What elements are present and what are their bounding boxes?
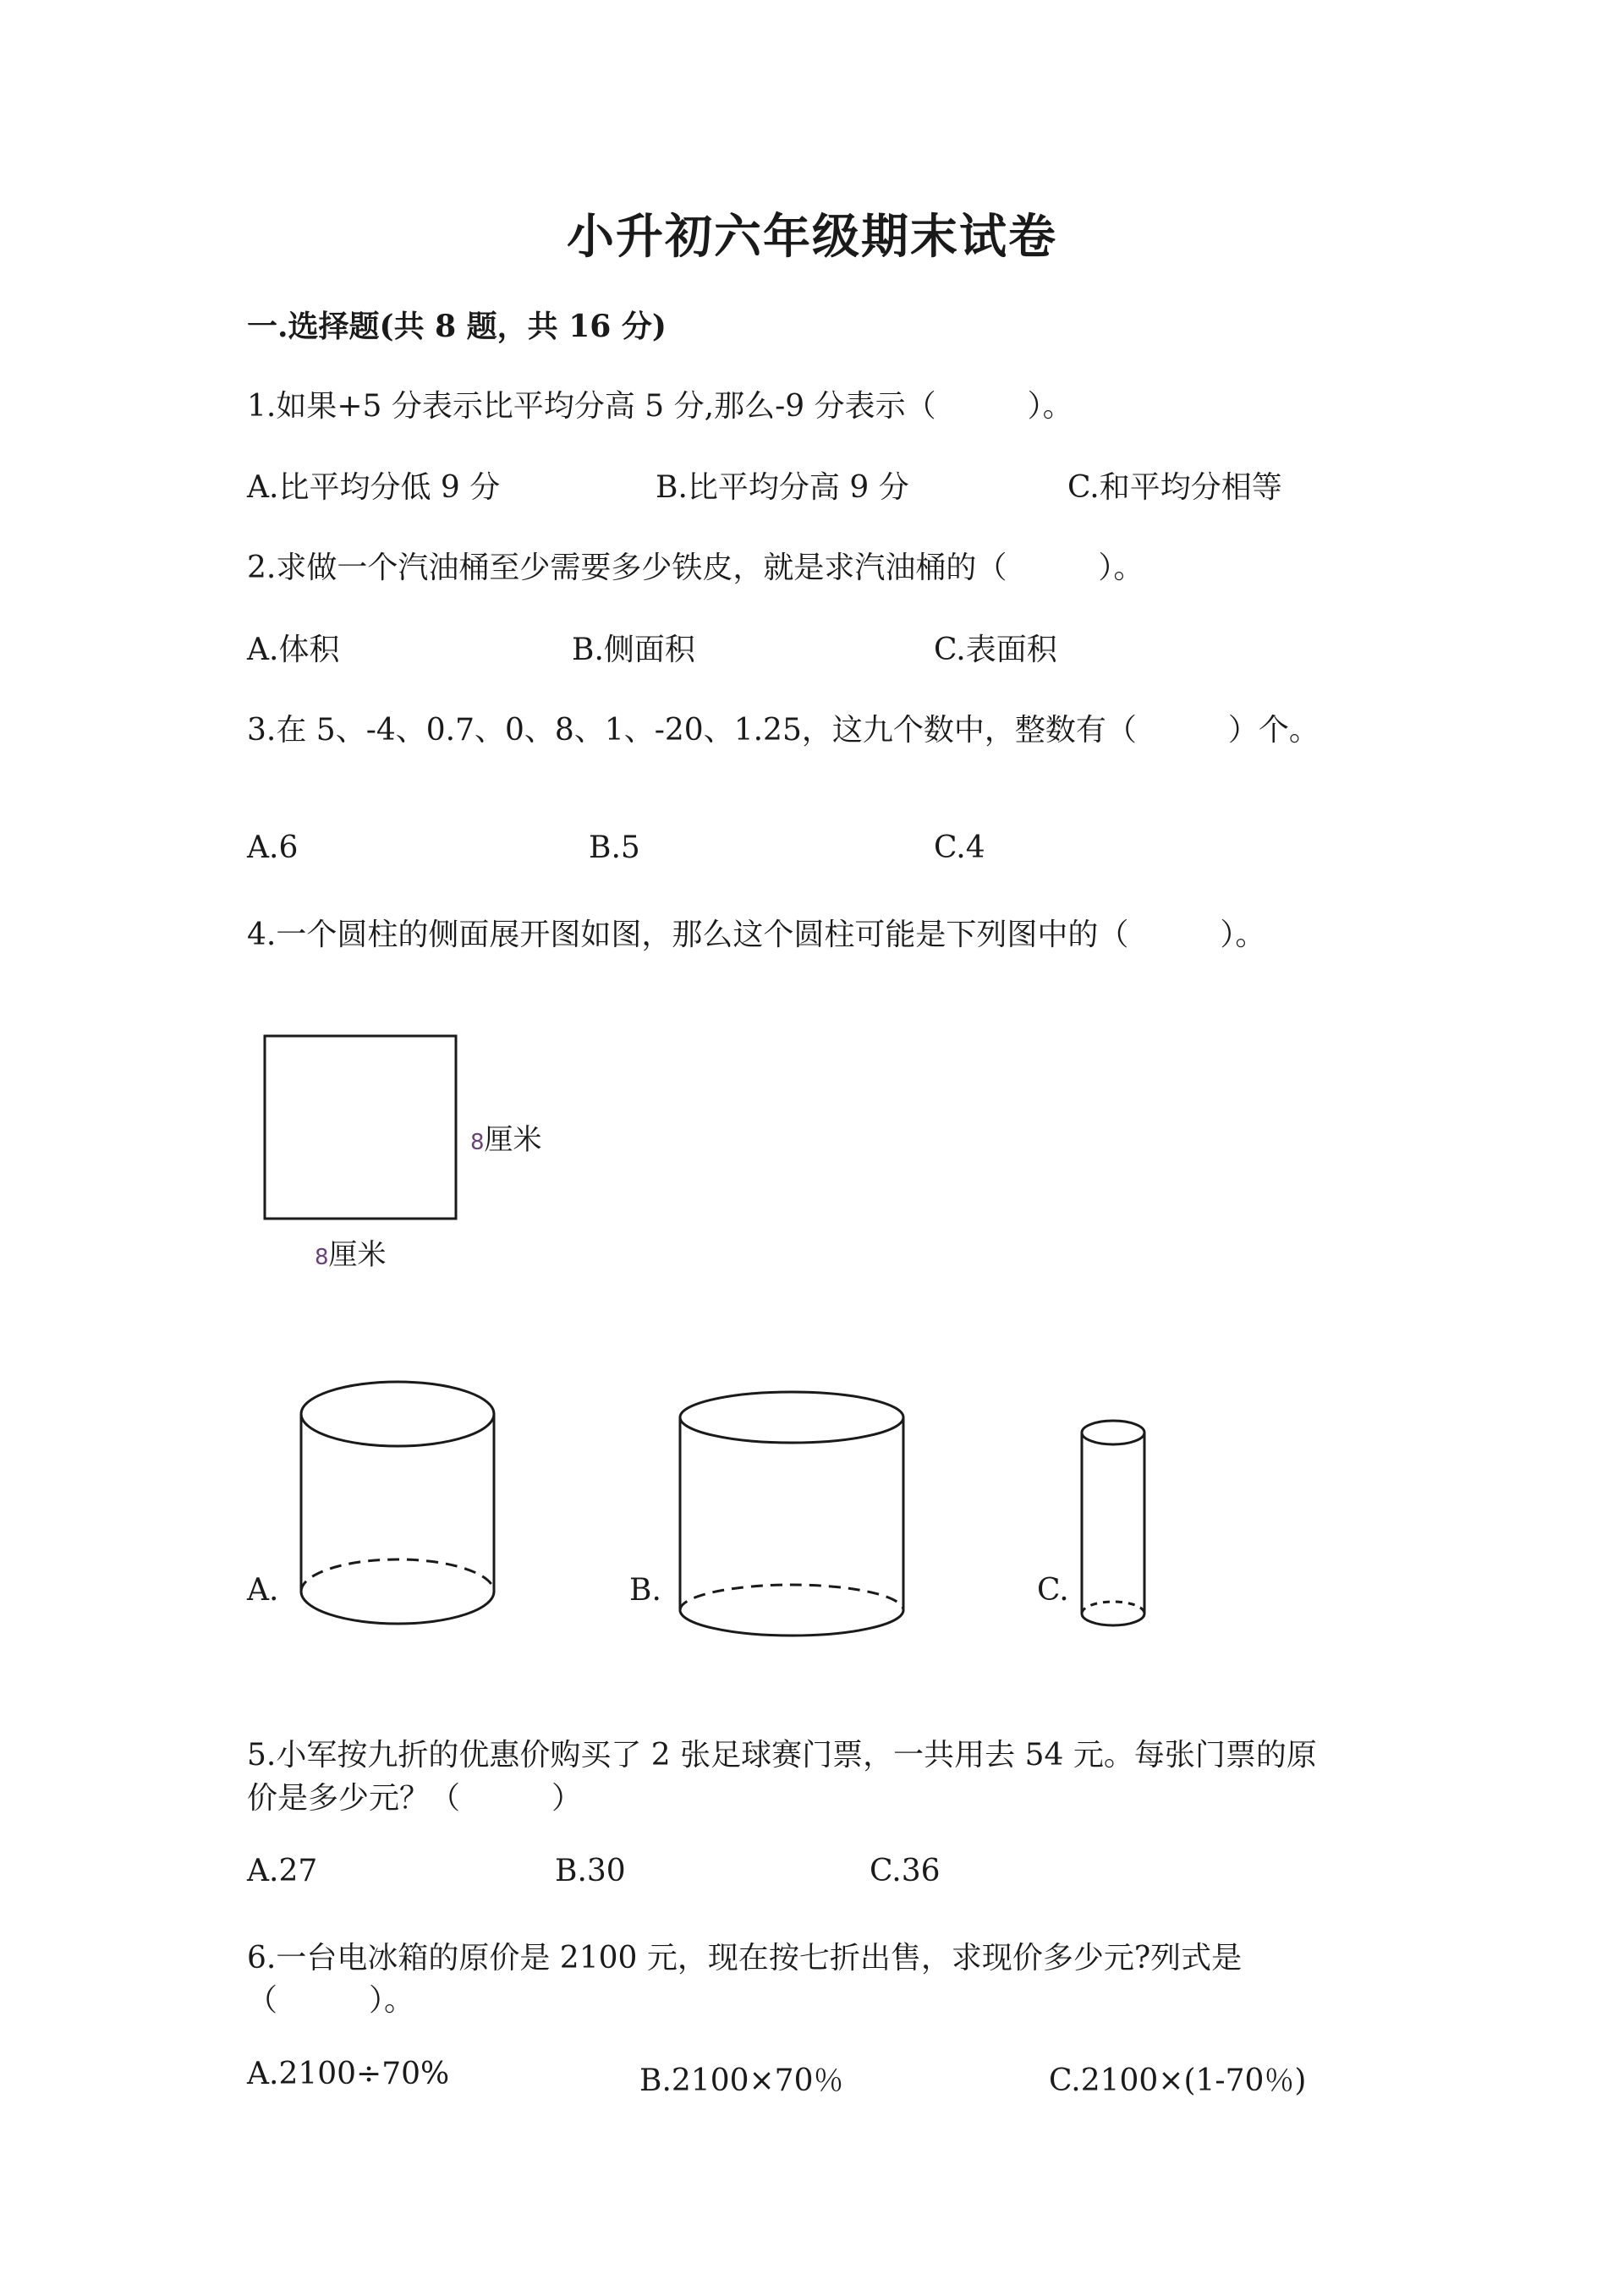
question-1: 1.如果+5 分表示比平均分高 5 分,那么-9 分表示（ ）。 bbox=[247, 389, 1073, 424]
cylinder-a bbox=[298, 1380, 501, 1634]
section-heading: 一.选择题(共 8 题，共 16 分) bbox=[247, 309, 667, 344]
q6-option-a: A.2100÷70% bbox=[247, 2057, 450, 2091]
q5-option-b: B.30 bbox=[555, 1854, 626, 1888]
net-bottom-mark: 8 bbox=[315, 1245, 329, 1270]
q6-option-c: C.2100×(1-70％) bbox=[1049, 2063, 1307, 2098]
q2-option-c: C.表面积 bbox=[934, 633, 1057, 667]
net-bottom-label: 8厘米 bbox=[315, 1238, 387, 1272]
q3-option-b: B.5 bbox=[589, 830, 640, 865]
question-6-line-1: 6.一台电冰箱的原价是 2100 元，现在按七折出售，求现价多少元?列式是 bbox=[247, 1941, 1243, 1975]
q2-option-b: B.侧面积 bbox=[572, 633, 695, 667]
q5-option-c: C.36 bbox=[870, 1854, 941, 1888]
question-2: 2.求做一个汽油桶至少需要多少铁皮，就是求汽油桶的（ ）。 bbox=[247, 551, 1144, 585]
question-5-line-1: 5.小军按九折的优惠价购买了 2 张足球赛门票，一共用去 54 元。每张门票的原 bbox=[247, 1738, 1317, 1773]
q1-option-b: B.比平均分高 9 分 bbox=[656, 470, 909, 505]
q3-option-a: A.6 bbox=[247, 830, 299, 865]
question-3: 3.在 5、-4、0.7、0、8、1、-20、1.25，这九个数中，整数有（ ）个。 bbox=[247, 713, 1320, 748]
q1-option-a: A.比平均分低 9 分 bbox=[247, 470, 501, 505]
net-side-mark: 8 bbox=[470, 1130, 485, 1155]
cylinder-net-square bbox=[262, 1033, 462, 1221]
q5-option-a: A.27 bbox=[247, 1854, 318, 1888]
q6-option-b: B.2100×70％ bbox=[639, 2063, 844, 2098]
cylinder-c bbox=[1079, 1417, 1150, 1642]
q4-option-a: A. bbox=[247, 1573, 279, 1608]
q4-option-b: B. bbox=[629, 1573, 661, 1608]
q2-option-a: A.体积 bbox=[247, 633, 340, 667]
net-side-label: 8厘米 bbox=[470, 1123, 542, 1157]
q1-option-c: C.和平均分相等 bbox=[1067, 470, 1282, 505]
page-title: 小升初六年级期末试卷 bbox=[567, 209, 1057, 265]
q4-option-c: C. bbox=[1037, 1573, 1069, 1608]
cylinder-b bbox=[677, 1389, 910, 1642]
q3-option-c: C.4 bbox=[934, 830, 985, 865]
question-4: 4.一个圆柱的侧面展开图如图，那么这个圆柱可能是下列图中的（ ）。 bbox=[247, 918, 1266, 952]
question-6-line-2: （ ）。 bbox=[247, 1983, 415, 2018]
question-5-line-2: 价是多少元？（ ） bbox=[247, 1781, 583, 1816]
